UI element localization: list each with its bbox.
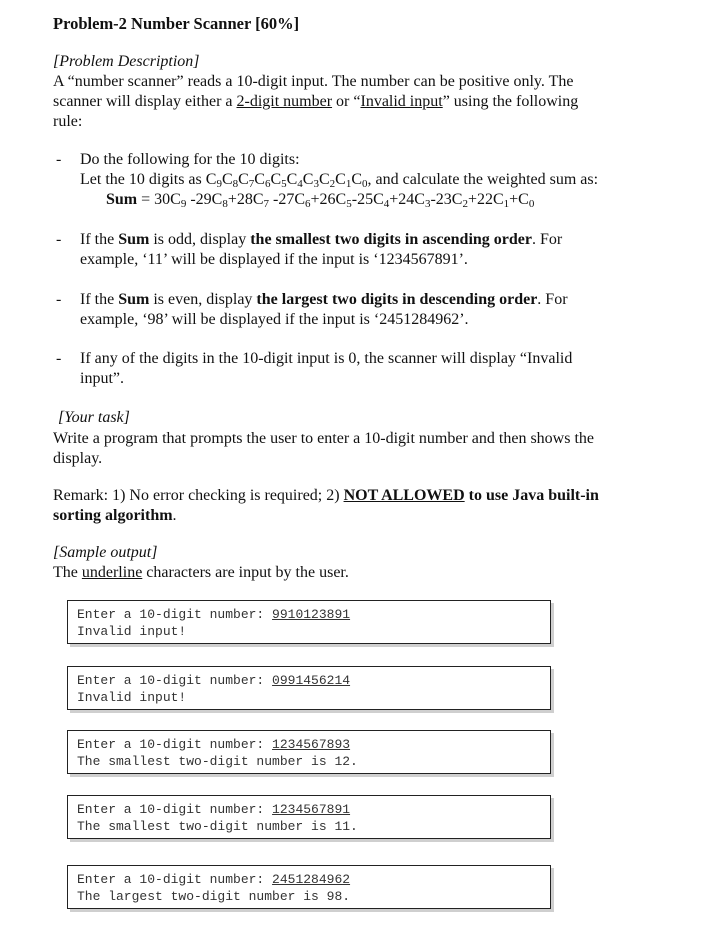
digit-subscript: 4 [297, 178, 303, 190]
bullet-marker: - [56, 231, 62, 248]
console-output: The smallest two-digit number is 11. [77, 819, 358, 834]
term-subscript: 3 [424, 198, 431, 210]
bullet-marker: - [56, 151, 62, 168]
problem-description-heading: [Problem Description] [53, 53, 200, 70]
bullet-digits-rule [80, 150, 680, 210]
remark-paragraph: Remark: 1) No error checking is required; 2) NOT ALLOWED to use Java built-in sorting algorithm. [53, 487, 599, 524]
intro-line-3: rule: [53, 113, 83, 130]
intro-paragraph [53, 72, 673, 132]
term-subscript: 4 [383, 198, 390, 210]
digit-sequence: $_9C_8C_7C_6C_5C_4C_3C_2C_1C_0$ [216, 171, 368, 190]
bullet-zero-rule: If any of the digits in the 10-digit input is 0, the scanner will display “Invalid input”. [80, 350, 573, 387]
term-subscript: 7 [263, 198, 270, 210]
digit-subscript: 1 [345, 178, 352, 190]
digit-subscript: 7 [248, 178, 255, 190]
sum-terms: $_9$ $-29C_8+28C_7$ $-27C_6+26C_5-25C_4+24C_3-23C_2+22C_1+C_0$ [180, 191, 535, 210]
bullet1-line-2: Let the 10 digits as $C_9C_8C_7C_6C_5C_4C_3C_2C_1C_0$, and calculate the weighted sum as: [80, 171, 599, 190]
console-output: Invalid input! [77, 690, 187, 705]
task-paragraph: Write a program that prompts the user to enter a 10-digit number and then shows the display. [53, 430, 594, 467]
digit-subscript: 2 [329, 178, 336, 190]
bullet-marker: - [56, 291, 62, 308]
console-output: The smallest two-digit number is 12. [77, 754, 358, 769]
user-input-value: 0991456214 [272, 673, 351, 688]
not-allowed-term: NOT ALLOWED [343, 487, 465, 504]
sample-console-box: Enter a 10-digit number: 0991456214 Invalid input! [67, 666, 551, 710]
bullet-marker: - [56, 350, 62, 367]
term-subscript: 5 [346, 198, 352, 210]
console-output: Invalid input! [77, 624, 187, 639]
user-input-value: 1234567893 [272, 737, 351, 752]
sample-console-box: Enter a 10-digit number: 9910123891 Invalid input! [67, 600, 551, 644]
two-digit-number-term: 2-digit number [236, 93, 333, 110]
digit-subscript: 3 [313, 178, 319, 190]
intro-line-2: scanner will display either a 2-digit number or “Invalid input” using the following [53, 93, 579, 110]
digit-subscript: 6 [264, 178, 271, 190]
user-input-value: 9910123891 [272, 607, 351, 622]
console-output: The largest two-digit number is 98. [77, 889, 351, 904]
term-subscript: 0 [528, 198, 535, 210]
user-input-value: 1234567891 [272, 802, 351, 817]
sample-console-box: Enter a 10-digit number: 1234567893 The smallest two-digit number is 12. [67, 730, 551, 774]
term-subscript: 1 [503, 198, 510, 210]
your-task-heading: [Your task] [58, 409, 130, 426]
term-subscript: 2 [462, 198, 468, 210]
problem-title: Problem-2 Number Scanner [60%] [53, 14, 300, 33]
bullet-odd-rule: If the Sum is odd, display the smallest two digits in ascending order. For example, ‘11’ will be displayed if the input is ‘1234567891’. [80, 231, 563, 268]
term-subscript: 9 [180, 198, 187, 210]
invalid-input-term: Invalid input [360, 93, 443, 110]
digit-subscript: 8 [232, 178, 239, 190]
sample-output-heading: [Sample output] [53, 544, 158, 561]
sample-console-box: Enter a 10-digit number: 2451284962 The largest two-digit number is 98. [67, 865, 551, 909]
term-subscript: 8 [222, 198, 228, 210]
intro-line-1: A “number scanner” reads a 10-digit input. The number can be positive only. The [53, 73, 574, 90]
bullet-even-rule: If the Sum is even, display the largest two digits in descending order. For example, ‘98’ will be displayed if the input is ‘2451284962’. [80, 291, 568, 328]
digit-subscript: 0 [361, 178, 368, 190]
digit-subscript: 9 [216, 178, 222, 190]
user-input-value: 2451284962 [272, 872, 351, 887]
term-subscript: 6 [305, 198, 311, 210]
sample-console-box: Enter a 10-digit number: 1234567891 The smallest two-digit number is 11. [67, 795, 551, 839]
weighted-sum-formula: Sum = $30C_9$ $-29C_8+28C_7$ $-27C_6+26C_5-25C_4+24C_3-23C_2+22C_1+C_0$ [106, 191, 535, 210]
sample-note: The underline characters are input by the user. [53, 564, 349, 581]
sum-label: Sum [106, 191, 138, 208]
digit-subscript: 5 [281, 178, 287, 190]
bullet1-line-1: Do the following for the 10 digits: [80, 151, 300, 168]
